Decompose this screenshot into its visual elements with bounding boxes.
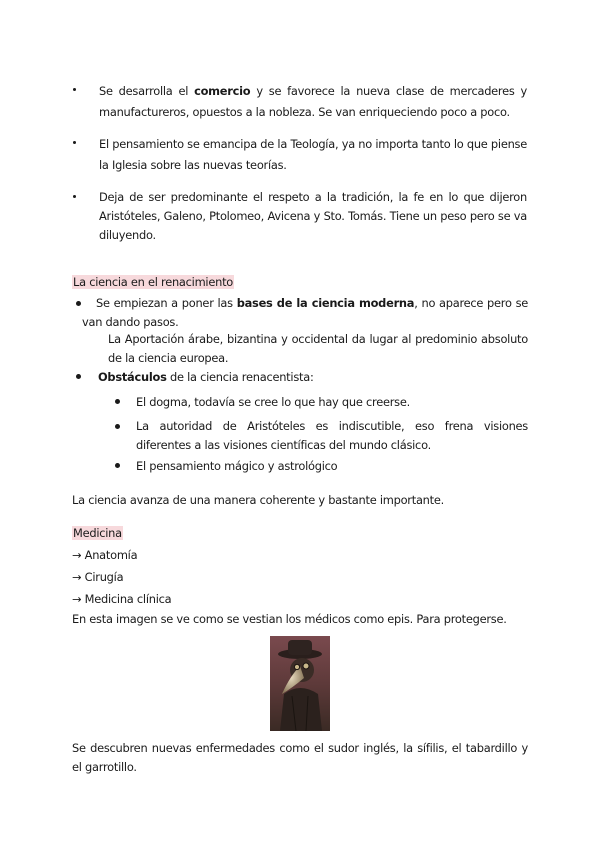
plague-doctor-icon <box>270 636 330 731</box>
medicine-item-clinical: → Medicina clínica <box>72 592 172 606</box>
section-heading-medicine: Medicina <box>73 526 122 540</box>
plague-doctor-image <box>270 636 330 731</box>
medicine-item-anatomy: → Anatomía <box>72 548 138 562</box>
bullet-modern-science: Se empiezan a poner las bases de la ciencia moderna, no aparece pero se van dando pasos. <box>82 296 529 329</box>
bullet-commerce: Se desarrolla el comercio y se favorece la nueva clase de mercaderes y manufactureros, opuestos a la nobleza. Se van enriqueciendo poco a poco. <box>99 84 527 119</box>
bullet-theology: El pensamiento se emancipa de la Teología, ya no importa tanto lo que piense la Iglesia sobre las nuevas teorías. <box>99 137 527 172</box>
bullet-dot <box>76 301 81 306</box>
medicine-item-surgery: → Cirugía <box>72 570 124 584</box>
sub-bullet-dot <box>115 424 120 429</box>
bullet-dot <box>73 195 76 198</box>
sub-bullet-dot <box>115 463 120 468</box>
sub-bullet-dogma: El dogma, todavía se cree lo que hay que creerse. <box>136 395 410 409</box>
paragraph-diseases: Se descubren nuevas enfermedades como el sudor inglés, la sífilis, el tabardillo y el garrotillo. <box>72 741 528 774</box>
paragraph-contribution: La Aportación árabe, bizantina y occidental da lugar al predominio absoluto de la ciencia europea. <box>108 332 528 365</box>
bold-obstacles: Obstáculos <box>98 370 167 384</box>
bold-modern-science: bases de la ciencia moderna <box>236 296 415 310</box>
paragraph-conclusion: La ciencia avanza de una manera coherente y bastante importante. <box>72 493 444 507</box>
sub-bullet-aristotle: La autoridad de Aristóteles es indiscutible, eso frena visiones diferentes a las visiones científicas del mundo clásico. <box>136 419 528 452</box>
bold-commerce: comercio <box>194 84 251 98</box>
section-heading-renaissance: La ciencia en el renacimiento <box>73 275 234 289</box>
image-caption: En esta imagen se ve como se vestian los médicos como epis. Para protegerse. <box>72 612 507 626</box>
bullet-dot <box>76 374 81 379</box>
sub-bullet-magic: El pensamiento mágico y astrológico <box>136 459 338 473</box>
bullet-dot <box>73 88 76 91</box>
bullet-dot <box>73 141 76 144</box>
bullet-obstacles: Obstáculos de la ciencia renacentista: <box>98 370 314 384</box>
sub-bullet-dot <box>115 399 120 404</box>
bullet-tradition: Deja de ser predominante el respeto a la tradición, la fe en lo que dijeron Aristóteles, Galeno, Ptolomeo, Avicena y Sto. Tomás. Tiene un peso pero se va diluyendo. <box>99 190 527 242</box>
